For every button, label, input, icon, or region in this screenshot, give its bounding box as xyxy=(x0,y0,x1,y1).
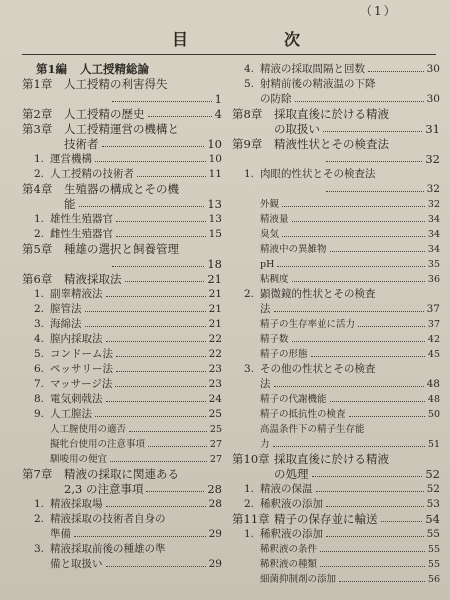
toc-entry xyxy=(22,497,222,512)
leader-dots xyxy=(85,317,206,327)
toc-entry xyxy=(22,437,222,452)
toc-entry-number: 1. xyxy=(244,528,255,540)
toc-entry xyxy=(232,377,440,392)
toc-entry-title: 精子の代謝機能 xyxy=(260,394,327,405)
toc-entry xyxy=(232,272,440,287)
toc-entry xyxy=(232,62,440,77)
leader-dots xyxy=(316,482,424,492)
toc-entry-number: 5. xyxy=(34,348,45,360)
toc-entry xyxy=(22,272,222,287)
toc-entry xyxy=(22,242,222,257)
toc-entry xyxy=(232,257,440,272)
toc-entry xyxy=(22,422,222,437)
leader-dots xyxy=(106,392,206,402)
toc-entry-title: 人工膣法 xyxy=(50,408,92,420)
toc-entry-title: 海綿法 xyxy=(50,318,82,330)
toc-entry-page: 22 xyxy=(208,348,222,360)
toc-entry-title: 膣管法 xyxy=(50,303,82,315)
leader-dots xyxy=(358,317,425,327)
toc-entry-title: 馴唆用の便宜 xyxy=(50,454,108,465)
toc-entry xyxy=(22,197,222,212)
toc-entry-page: 1 xyxy=(214,92,222,106)
leader-dots xyxy=(115,377,206,387)
toc-entry-title: 精子数 xyxy=(260,334,289,345)
toc-entry-title: の取扱い xyxy=(274,122,320,136)
toc-entry-page: 11 xyxy=(208,168,222,180)
toc-entry-number: 9. xyxy=(34,408,45,420)
toc-entry-page: 48 xyxy=(427,394,440,405)
toc-entry-number: 2. xyxy=(244,498,255,510)
toc-entry xyxy=(22,257,222,272)
toc-entry-page: 22 xyxy=(208,333,222,345)
toc-entry-title: 外観 xyxy=(260,199,280,210)
toc-entry xyxy=(232,227,440,242)
toc-entry-number: 4. xyxy=(34,333,45,345)
toc-entry-number: 1. xyxy=(244,483,255,495)
toc-entry-page: 52 xyxy=(425,467,440,481)
leader-dots xyxy=(112,257,204,267)
toc-entry-page: 51 xyxy=(427,439,440,450)
toc-entry-page: 18 xyxy=(207,257,222,271)
toc-entry-number: 2. xyxy=(34,228,45,240)
toc-entry-title: 稀釈液の添加 xyxy=(260,528,323,540)
toc-entry-number: 第10章 xyxy=(232,452,270,466)
toc-entry-page: 48 xyxy=(426,378,440,390)
toc-entry-page: 35 xyxy=(427,259,440,270)
toc-entry-title: 2,3 の注意事項 xyxy=(64,482,144,496)
leader-dots xyxy=(320,542,425,552)
toc-entry-page: 10 xyxy=(208,153,222,165)
toc-entry-title: 種雄の選択と飼養管理 xyxy=(64,242,179,256)
toc-entry xyxy=(232,362,440,377)
toc-entry-page: 37 xyxy=(427,319,440,330)
toc-entry-title: 法 xyxy=(260,303,271,315)
toc-entry-title: 能 xyxy=(64,197,76,211)
toc-entry xyxy=(232,572,440,587)
toc-entry xyxy=(232,332,440,347)
toc-entry-page: 45 xyxy=(427,349,440,360)
toc-entry-page: 55 xyxy=(426,528,440,540)
leader-dots xyxy=(292,272,425,282)
leader-dots xyxy=(148,107,212,117)
toc-entry-title: 副睾精液法 xyxy=(50,288,103,300)
leader-dots xyxy=(273,437,425,447)
toc-entry-title: 備と取扱い xyxy=(50,558,103,570)
toc-entry-number: 1. xyxy=(244,168,255,180)
toc-entry xyxy=(232,302,440,317)
toc-entry-page: 28 xyxy=(208,498,222,510)
toc-entry xyxy=(22,542,222,557)
toc-entry xyxy=(232,437,440,452)
toc-entry xyxy=(232,452,440,467)
page-title: 目 次 xyxy=(172,30,341,49)
leader-dots xyxy=(112,92,212,102)
leader-dots xyxy=(330,242,425,252)
toc-entry-number: 3. xyxy=(34,318,45,330)
toc-entry-title: 精液の採取間隔と回数 xyxy=(260,63,365,75)
toc-entry xyxy=(232,212,440,227)
toc-entry xyxy=(232,407,440,422)
toc-entry xyxy=(22,482,222,497)
leader-dots xyxy=(323,122,422,132)
leader-dots xyxy=(320,557,425,567)
toc-entry-title: 稀釈液の条件 xyxy=(260,544,318,555)
leader-dots xyxy=(368,62,424,72)
toc-entry-page: 53 xyxy=(426,498,440,510)
toc-entry-title: マッサージ法 xyxy=(50,378,113,390)
toc-entry-page: 34 xyxy=(427,244,440,255)
toc-entry-number: 1. xyxy=(34,498,45,510)
leader-dots xyxy=(137,167,206,177)
leader-dots xyxy=(381,512,422,522)
leader-dots xyxy=(116,362,206,372)
toc-entry-number: 1. xyxy=(34,213,45,225)
toc-entry-title: 人工授精の歴史 xyxy=(64,107,145,121)
toc-entry xyxy=(232,287,440,302)
toc-entry-number: 1. xyxy=(34,288,45,300)
toc-entry xyxy=(22,152,222,167)
toc-entry-number: 第9章 xyxy=(232,137,263,151)
toc-entry-title: 雌性生殖器官 xyxy=(50,228,113,240)
leader-dots xyxy=(116,212,206,222)
toc-entry xyxy=(22,392,222,407)
toc-entry-title: 肉眼的性状とその検査法 xyxy=(260,168,376,180)
toc-entry-page: 24 xyxy=(208,393,222,405)
toc-entry xyxy=(232,542,440,557)
toc-entry xyxy=(232,347,440,362)
toc-entry xyxy=(22,362,222,377)
toc-entry-title: 精液採取場 xyxy=(50,498,103,510)
toc-entry-title: 精子の抵抗性の検査 xyxy=(260,409,346,420)
leader-dots xyxy=(330,392,425,402)
leader-dots xyxy=(282,197,425,207)
leader-dots xyxy=(125,272,204,282)
toc-entry xyxy=(22,317,222,332)
toc-entry xyxy=(232,392,440,407)
toc-entry-number: 6. xyxy=(34,363,45,375)
toc-entry-page: 21 xyxy=(208,318,222,330)
leader-dots xyxy=(277,257,425,267)
toc-entry xyxy=(22,137,222,152)
toc-entry xyxy=(22,182,222,197)
toc-entry-title: 生殖器の構成とその機 xyxy=(64,182,179,196)
toc-entry xyxy=(232,167,440,182)
toc-entry-page: 27 xyxy=(209,454,222,465)
toc-entry xyxy=(232,557,440,572)
toc-entry-page: 28 xyxy=(207,482,222,496)
toc-entry-page: 10 xyxy=(207,137,222,151)
toc-entry-title: 精液採取前後の種雄の準 xyxy=(50,543,166,555)
toc-entry-page: 36 xyxy=(427,274,440,285)
toc-entry xyxy=(232,242,440,257)
leader-dots xyxy=(312,467,422,477)
toc-entry xyxy=(22,302,222,317)
toc-entry-number: 第7章 xyxy=(22,467,53,481)
leader-dots xyxy=(116,347,206,357)
toc-entry-page: 15 xyxy=(208,228,222,240)
toc-entry xyxy=(232,512,440,527)
toc-entry-page: 30 xyxy=(426,93,440,105)
toc-entry xyxy=(22,527,222,542)
toc-entry xyxy=(22,122,222,137)
leader-dots xyxy=(85,302,206,312)
toc-entry xyxy=(22,377,222,392)
toc-entry-page: 21 xyxy=(208,303,222,315)
toc-entry-title: 精液の保温 xyxy=(260,483,313,495)
toc-entry-title: 採取直後に於ける精液 xyxy=(274,107,389,121)
toc-entry-title: 粘稠度 xyxy=(260,274,289,285)
toc-entry-title: 精液の採取に関連ある xyxy=(64,467,179,481)
toc-entry-title: 法 xyxy=(260,378,271,390)
toc-entry-page: 32 xyxy=(425,152,440,166)
leader-dots xyxy=(326,527,424,537)
toc-entry xyxy=(232,122,440,137)
toc-entry-page: 34 xyxy=(427,214,440,225)
toc-entry-title: 高温条件下の精子生存能 xyxy=(260,424,365,435)
toc-entry-title: 精子の保存並に輸送 xyxy=(274,512,378,526)
toc-entry-page: 13 xyxy=(207,197,222,211)
toc-entry xyxy=(22,512,222,527)
toc-entry-page: 32 xyxy=(427,199,440,210)
toc-entry-number: 第5章 xyxy=(22,242,53,256)
toc-entry-title: の防除 xyxy=(260,93,292,105)
leader-dots xyxy=(326,152,422,162)
toc-entry-title: 電気刺戟法 xyxy=(50,393,103,405)
leader-dots xyxy=(292,212,425,222)
toc-entry-page: 29 xyxy=(208,558,222,570)
toc-entry-page: 31 xyxy=(425,122,440,136)
leader-dots xyxy=(274,377,424,387)
toc-entry-page: 25 xyxy=(209,424,222,435)
toc-left-column xyxy=(22,62,222,572)
toc-entry-title: 人工膣使用の適否 xyxy=(50,424,127,435)
toc-entry-page: 54 xyxy=(425,512,440,526)
toc-entry-number: 1. xyxy=(34,153,45,165)
toc-entry-page: 56 xyxy=(427,574,440,585)
toc-entry-number: 5. xyxy=(244,78,255,90)
leader-dots xyxy=(95,407,206,417)
toc-entry-title: 採取直後に於ける精液 xyxy=(274,452,389,466)
toc-entry xyxy=(232,317,440,332)
page-number: （1） xyxy=(360,4,398,18)
toc-entry xyxy=(22,62,222,77)
toc-entry xyxy=(22,347,222,362)
toc-entry-number: 2. xyxy=(34,168,45,180)
toc-entry xyxy=(22,212,222,227)
toc-entry xyxy=(232,197,440,212)
toc-entry xyxy=(22,407,222,422)
toc-entry xyxy=(22,77,222,92)
toc-entry-title: 精液採取の技術者自身の xyxy=(50,513,166,525)
leader-dots xyxy=(295,92,424,102)
toc-entry-number: 第8章 xyxy=(232,107,263,121)
toc-entry xyxy=(232,467,440,482)
toc-entry-number: 第2章 xyxy=(22,107,53,121)
toc-entry xyxy=(232,92,440,107)
toc-entry-title: 稀釈液の添加 xyxy=(260,498,323,510)
toc-entry-title: 人工授精の技術者 xyxy=(50,168,134,180)
leader-dots xyxy=(106,497,206,507)
toc-entry xyxy=(22,287,222,302)
leader-dots xyxy=(148,437,207,447)
toc-entry-page: 27 xyxy=(209,439,222,450)
toc-entry xyxy=(22,467,222,482)
toc-entry xyxy=(22,227,222,242)
toc-entry-title: 準備 xyxy=(50,528,71,540)
toc-entry-number: 2. xyxy=(34,513,45,525)
toc-entry-page: 37 xyxy=(426,303,440,315)
leader-dots xyxy=(339,572,425,582)
toc-entry-page: 4 xyxy=(214,107,222,121)
toc-entry-page: 52 xyxy=(426,483,440,495)
toc-entry-number: 第3章 xyxy=(22,122,53,136)
toc-entry-title: コンドーム法 xyxy=(50,348,113,360)
toc-entry xyxy=(22,452,222,467)
leader-dots xyxy=(74,527,206,537)
toc-entry-title: 射精前後の精液温の下降 xyxy=(260,78,376,90)
leader-dots xyxy=(110,452,207,462)
toc-entry-title: 膣内採取法 xyxy=(50,333,103,345)
leader-dots xyxy=(95,152,206,162)
toc-entry xyxy=(232,422,440,437)
toc-entry-title: 精子の生存率並に活力 xyxy=(260,319,356,330)
toc-entry-number: 8. xyxy=(34,393,45,405)
toc-entry-page: 29 xyxy=(208,528,222,540)
toc-entry-title: 精子の形態 xyxy=(260,349,308,360)
leader-dots xyxy=(146,482,204,492)
toc-entry xyxy=(232,137,440,152)
toc-entry-number: 7. xyxy=(34,378,45,390)
toc-entry-title: 精液性状とその検査法 xyxy=(274,137,389,151)
toc-entry-title: 擬牝台使用の注意事項 xyxy=(50,439,146,450)
toc-entry-title: 雄性生殖器官 xyxy=(50,213,113,225)
toc-entry-page: 21 xyxy=(208,288,222,300)
toc-entry-number: 第11章 xyxy=(232,512,270,526)
toc-entry-page: 23 xyxy=(208,378,222,390)
toc-entry-number: 3. xyxy=(244,363,255,375)
toc-entry-page: 30 xyxy=(426,63,440,75)
toc-entry-number: 2. xyxy=(244,288,255,300)
toc-entry xyxy=(232,527,440,542)
toc-entry-page: 32 xyxy=(426,183,440,195)
leader-dots xyxy=(129,422,207,432)
toc-entry-number: 第1編 xyxy=(36,62,68,76)
toc-entry-title: 精液量 xyxy=(260,214,289,225)
toc-entry-title: pH xyxy=(260,259,275,270)
toc-entry xyxy=(22,92,222,107)
toc-entry-number: 第1章 xyxy=(22,77,53,91)
toc-entry xyxy=(22,332,222,347)
leader-dots xyxy=(116,227,206,237)
leader-dots xyxy=(274,302,424,312)
toc-right-column xyxy=(232,62,440,587)
toc-entry-title: 人工授精総論 xyxy=(80,62,149,76)
toc-entry xyxy=(232,497,440,512)
toc-entry-title: 人工授精の利害得失 xyxy=(64,77,168,91)
leader-dots xyxy=(326,497,424,507)
leader-dots xyxy=(106,332,206,342)
toc-entry-title: ペッサリー法 xyxy=(50,363,113,375)
toc-entry xyxy=(232,77,440,92)
toc-entry-page: 13 xyxy=(208,213,222,225)
leader-dots xyxy=(102,137,204,147)
toc-entry-title: 人工授精運営の機構と xyxy=(64,122,179,136)
toc-entry-title: 技術者 xyxy=(64,137,99,151)
title-divider xyxy=(22,54,436,55)
toc-entry-title: 力 xyxy=(260,439,270,450)
leader-dots xyxy=(106,287,206,297)
leader-dots xyxy=(311,347,425,357)
leader-dots xyxy=(326,182,424,192)
toc-entry xyxy=(232,107,440,122)
toc-entry-title: 稀釈液の種類 xyxy=(260,559,318,570)
toc-entry-page: 25 xyxy=(208,408,222,420)
toc-entry-number: 2. xyxy=(34,303,45,315)
leader-dots xyxy=(292,332,425,342)
leader-dots xyxy=(106,557,206,567)
toc-entry-number: 第6章 xyxy=(22,272,53,286)
toc-entry-page: 34 xyxy=(427,229,440,240)
toc-entry-page: 42 xyxy=(427,334,440,345)
toc-entry xyxy=(22,557,222,572)
toc-entry xyxy=(22,167,222,182)
toc-entry-number: 第4章 xyxy=(22,182,53,196)
toc-entry-title: 臭気 xyxy=(260,229,280,240)
toc-entry-number: 3. xyxy=(34,543,45,555)
leader-dots xyxy=(349,407,425,417)
toc-entry xyxy=(232,482,440,497)
leader-dots xyxy=(79,197,204,207)
toc-entry-page: 23 xyxy=(208,363,222,375)
toc-entry-page: 55 xyxy=(427,559,440,570)
toc-entry-page: 55 xyxy=(427,544,440,555)
toc-entry-title: 細菌抑制剤の添加 xyxy=(260,574,337,585)
toc-entry-title: 精液中の異雑物 xyxy=(260,244,327,255)
toc-entry-title: の処理 xyxy=(274,467,309,481)
toc-entry xyxy=(22,107,222,122)
toc-entry-title: 運営機構 xyxy=(50,153,92,165)
leader-dots xyxy=(282,227,425,237)
toc-entry xyxy=(232,182,440,197)
toc-entry-number: 4. xyxy=(244,63,255,75)
toc-entry-title: 精液採取法 xyxy=(64,272,122,286)
toc-entry-title: 顕微鏡的性状とその検査 xyxy=(260,288,376,300)
toc-entry-title: その他の性状とその検査 xyxy=(260,363,376,375)
toc-entry-page: 50 xyxy=(427,409,440,420)
toc-entry xyxy=(232,152,440,167)
toc-entry-page: 21 xyxy=(207,272,222,286)
